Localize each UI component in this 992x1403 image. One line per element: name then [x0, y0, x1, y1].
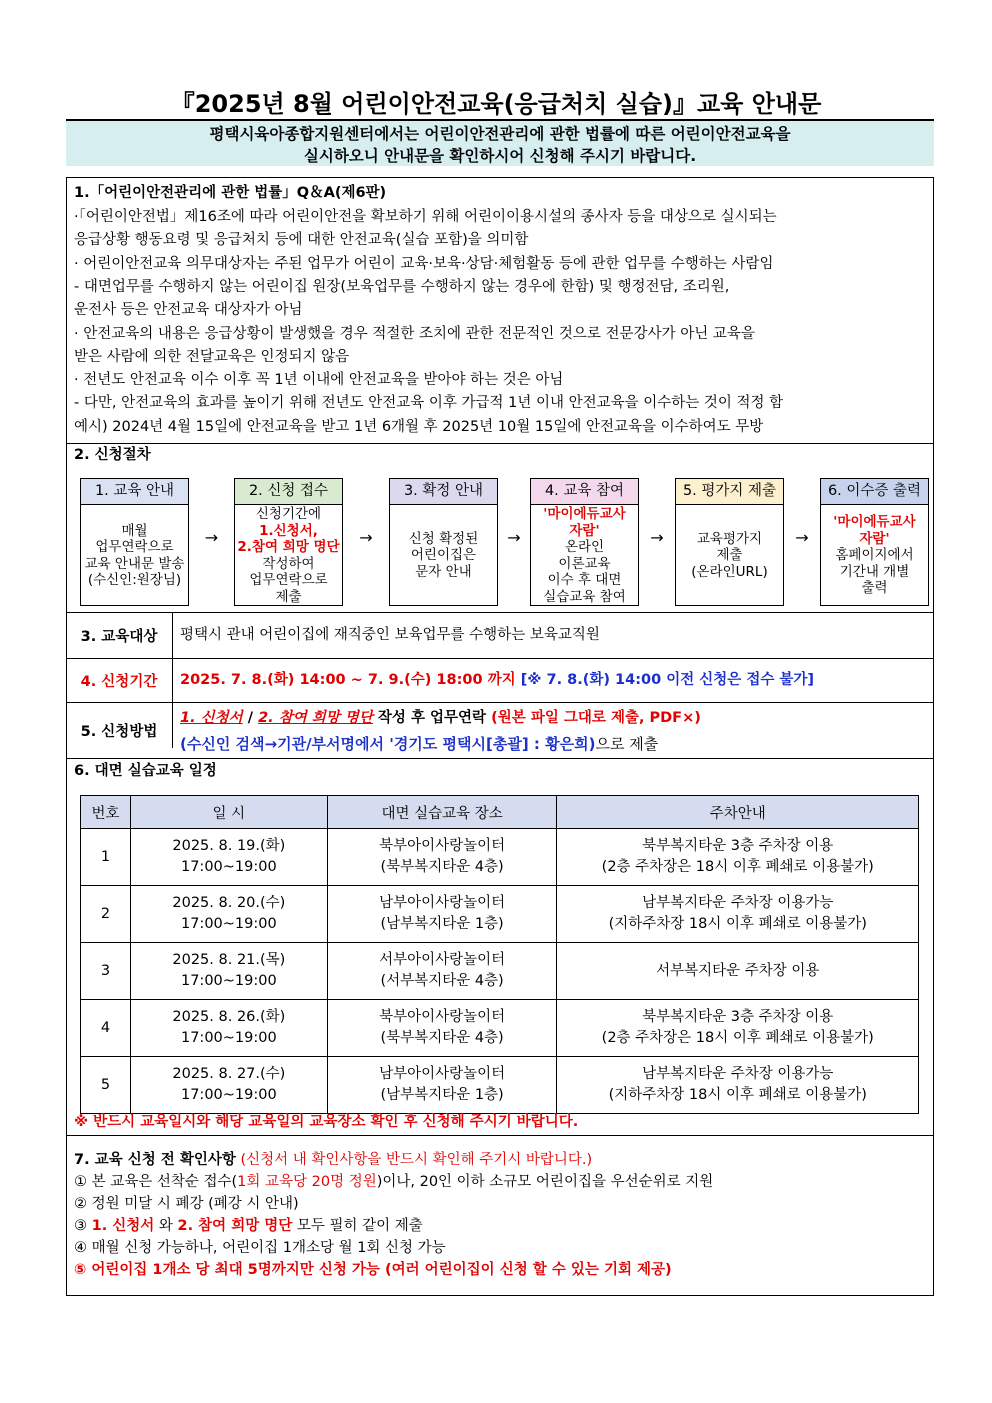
- procedure-step-line: 온라인: [564, 539, 605, 555]
- target-value: 평택시 관내 어린이집에 재직중인 보육업무를 수행하는 보육교직원: [180, 627, 600, 643]
- table-cell: [557, 1000, 919, 1057]
- table-cell: [81, 943, 131, 1000]
- checks-heading: 7. 교육 신청 전 확인사항: [74, 1152, 236, 1168]
- procedure-step: [675, 478, 784, 606]
- cell-text-no: 3: [100, 962, 111, 979]
- cell-text-date: 2025. 8. 27.(수): [172, 1066, 286, 1082]
- header-date: 일 시: [130, 796, 327, 829]
- check-item-3: [74, 1215, 423, 1238]
- qa-line: 응급상황 행동요령 및 응급처치 등에 대한 안전교육(실습 포함)을 의미함: [74, 232, 529, 249]
- cell-text-place2: (서부복지타운 4층): [380, 973, 504, 989]
- procedure-heading: 2. 신청절차: [74, 447, 151, 463]
- cell-text-park2: (2층 주차장은 18시 이후 폐쇄로 이용불가): [601, 859, 874, 875]
- procedure-step: [80, 478, 189, 606]
- schedule-heading: 6. 대면 실습교육 일정: [74, 763, 217, 779]
- schedule-note: ※ 반드시 교육일시와 해당 교육일의 교육장소 확인 후 신청해 주시기 바랍니다.: [74, 1114, 579, 1130]
- method-tail: 으로 제출: [595, 735, 659, 753]
- divider: [66, 702, 934, 703]
- method-label: 5. 신청방법: [80, 724, 158, 740]
- divider: [66, 443, 934, 444]
- procedure-step-body: [81, 505, 188, 606]
- check-item-3-e: 모두 필히 같이 제출: [292, 1218, 423, 1234]
- procedure-step-body: [390, 505, 497, 606]
- procedure-step-body: [676, 505, 783, 606]
- divider: [66, 1135, 934, 1136]
- arrow-right-icon: →: [204, 528, 219, 547]
- cell-text-place: 서부아이사랑놀이터: [379, 952, 506, 968]
- table-cell: [327, 886, 557, 943]
- table-cell: [81, 886, 131, 943]
- cell-text-date: 2025. 8. 20.(수): [172, 895, 286, 911]
- qa-line: · 안전교육의 내용은 응급상황이 발생했을 경우 적절한 조치에 관한 전문적인 것으로 전문강사가 아닌 교육을: [74, 325, 755, 342]
- procedure-step-line: 1.신청서,: [259, 522, 318, 539]
- table-cell: [557, 829, 919, 886]
- check-item-3-d: 2. 참여 희망 명단: [177, 1218, 293, 1234]
- table-cell: [130, 886, 327, 943]
- qa-line: ·「어린이안전법」제16조에 따라 어린이안전을 확보하기 위해 어린이이용시설의 종사자 등을 대상으로 실시되는: [74, 209, 777, 225]
- qa-line: · 전년도 안전교육 이수 이후 꼭 1년 이내에 안전교육을 받아야 하는 것은 아님: [74, 372, 564, 389]
- procedure-step-line: 교육 안내문 발송: [84, 555, 185, 572]
- method-doc1: 1. 신청서: [180, 710, 243, 726]
- table-cell: [327, 829, 557, 886]
- period-value: 2025. 7. 8.(화) 14:00 ~ 7. 9.(수) 18:00 까지: [180, 672, 516, 688]
- procedure-step-line: 자람': [859, 530, 890, 547]
- cell-text-no: 1: [100, 848, 111, 865]
- procedure-step-line: 실습교육 참여: [543, 588, 626, 605]
- table-cell: [130, 1057, 327, 1114]
- label-divider: [172, 613, 173, 748]
- header-parking: 주차안내: [557, 796, 919, 829]
- cell-text-park2: (2층 주차장은 18시 이후 폐쇄로 이용불가): [601, 1030, 874, 1046]
- procedure-step-body: [821, 505, 928, 606]
- cell-text-park: 남부복지타운 주차장 이용가능: [642, 1066, 834, 1082]
- intro-line-1: 평택시육아종합지원센터에서는 어린이안전관리에 관한 법률에 따른 어린이안전교육을: [209, 125, 791, 143]
- intro-line-2: 실시하오니 안내문을 확인하시어 신청해 주시기 바랍니다.: [303, 147, 697, 165]
- cell-text-time: 17:00~19:00: [180, 973, 277, 989]
- procedure-step-line: '마이에듀교사: [833, 514, 916, 531]
- table-row: [81, 829, 919, 886]
- qa-line: - 다만, 안전교육의 효과를 높이기 위해 전년도 안전교육 이후 가급적 1년 이내 안전교육을 이수하는 것이 적정 함: [74, 395, 784, 412]
- procedure-step-line: 문자 안내: [415, 563, 472, 580]
- cell-text-no: 2: [100, 905, 111, 922]
- method-line-1: [180, 707, 701, 730]
- cell-text-place: 남부아이사랑놀이터: [379, 895, 506, 911]
- procedure-step-title: 1. 교육 안내: [81, 479, 188, 505]
- cell-text-place: 북부아이사랑놀이터: [379, 1009, 506, 1025]
- procedure-step-line: 2.참여 희망 명단: [237, 539, 340, 555]
- procedure-step-line: 출력: [861, 580, 888, 597]
- cell-text-no: 4: [100, 1019, 111, 1036]
- qa-heading: 1.「어린이안전관리에 관한 법률」Q＆A(제6판): [74, 185, 387, 201]
- cell-text-time: 17:00~19:00: [180, 1030, 277, 1046]
- check-item-1-b: 1회 교육당 20명 정원: [237, 1174, 377, 1190]
- procedure-step: [530, 478, 639, 606]
- header-place: 대면 실습교육 장소: [327, 796, 557, 829]
- table-cell: [130, 1000, 327, 1057]
- procedure-step-line: 기간내 개별: [839, 563, 910, 580]
- table-row: [81, 1057, 919, 1114]
- qa-line: 예시) 2024년 4월 15일에 안전교육을 받고 1년 6개월 후 2025년 10월 15일에 안전교육을 이수하여도 무방: [74, 418, 764, 435]
- check-item-4: ④ 매월 신청 가능하나, 어린이집 1개소당 월 1회 신청 가능: [74, 1240, 446, 1256]
- procedure-step-line: 제출: [716, 547, 743, 564]
- procedure-step-line: 업무연락으로: [95, 539, 174, 555]
- cell-text-park: 서부복지타운 주차장 이용: [656, 962, 820, 979]
- cell-text-date: 2025. 8. 19.(화): [172, 838, 286, 854]
- cell-text-no: 5: [100, 1076, 111, 1093]
- table-row: [81, 1000, 919, 1057]
- table-cell: [130, 829, 327, 886]
- procedure-step-title: 2. 신청 접수: [235, 479, 342, 505]
- cell-text-place2: (남부복지타운 1층): [380, 916, 504, 932]
- cell-text-date: 2025. 8. 26.(화): [172, 1009, 286, 1025]
- schedule-header-row: [81, 796, 919, 829]
- procedure-step-line: 매월: [121, 522, 148, 539]
- header-no: 번호: [81, 796, 131, 829]
- check-item-2: ② 정원 미달 시 폐강 (폐강 시 안내): [74, 1196, 299, 1212]
- procedure-step-body: [235, 505, 342, 606]
- table-cell: [327, 943, 557, 1000]
- method-receiver: (수신인 검색→기관/부서명에서 '경기도 평택시[총괄] : 황은희): [180, 735, 596, 753]
- divider: [66, 758, 934, 759]
- method-doc2: 2. 참여 희망 명단: [258, 710, 373, 726]
- method-slash: /: [242, 710, 259, 726]
- check-item-1-c: )이나, 20인 이하 소규모 어린이집을 우선순위로 지원: [376, 1174, 714, 1190]
- qa-line: 운전사 등은 안전교육 대상자가 아님: [74, 302, 303, 319]
- table-cell: [81, 1000, 131, 1057]
- cell-text-park: 남부복지타운 주차장 이용가능: [642, 895, 834, 911]
- cell-text-place: 북부아이사랑놀이터: [379, 838, 506, 854]
- procedure-step-line: '마이에듀교사: [543, 506, 626, 522]
- procedure-step-line: 신청기간에: [255, 506, 322, 522]
- period-note: [※ 7. 8.(화) 14:00 이전 신청은 접수 불가]: [520, 672, 815, 688]
- table-cell: [557, 943, 919, 1000]
- cell-text-place2: (남부복지타운 1층): [380, 1087, 504, 1103]
- qa-line: 받은 사람에 의한 전달교육은 인정되지 않음: [74, 348, 350, 365]
- divider: [66, 612, 934, 613]
- procedure-step-line: 홈페이지에서: [835, 547, 914, 564]
- qa-line: · 어린이안전교육 의무대상자는 주된 업무가 어린이 교육·보육·상담·체험활동 등에 관한 업무를 수행하는 사람임: [74, 255, 774, 272]
- method-line-2: [180, 733, 658, 756]
- check-item-1: [74, 1171, 713, 1194]
- table-cell: [81, 1057, 131, 1114]
- table-cell: [130, 943, 327, 1000]
- arrow-right-icon: →: [507, 528, 521, 547]
- procedure-step-line: (온라인URL): [691, 563, 768, 580]
- check-item-1-a: ① 본 교육은 선착순 접수(: [74, 1174, 238, 1190]
- procedure-step-line: 작성하여: [262, 555, 315, 572]
- cell-text-date: 2025. 8. 21.(목): [172, 952, 286, 968]
- cell-text-time: 17:00~19:00: [180, 1087, 277, 1103]
- procedure-step: [389, 478, 498, 606]
- cell-text-park: 북부복지타운 3층 주차장 이용: [642, 1009, 834, 1025]
- procedure-step-title: 5. 평가지 제출: [676, 479, 783, 505]
- table-cell: [557, 886, 919, 943]
- cell-text-time: 17:00~19:00: [180, 859, 277, 875]
- procedure-step-line: (수신인:원장님): [87, 572, 182, 588]
- check-item-3-a: ③: [74, 1218, 92, 1234]
- checks-heading-note: (신청서 내 확인사항을 반드시 확인해 주기시 바랍니다.): [240, 1152, 593, 1168]
- procedure-step-title: 3. 확정 안내: [390, 479, 497, 505]
- qa-line: - 대면업무를 수행하지 않는 어린이집 원장(보육업무를 수행하지 않는 경우에 한함) 및 행정전담, 조리원,: [74, 278, 730, 295]
- arrow-right-icon: →: [650, 528, 664, 547]
- cell-text-time: 17:00~19:00: [180, 916, 277, 932]
- procedure-step: [234, 478, 343, 606]
- table-row: [81, 943, 919, 1000]
- table-cell: [327, 1000, 557, 1057]
- method-orig: (원본 파일 그대로 제출, PDF×): [491, 710, 701, 726]
- arrow-right-icon: →: [795, 528, 809, 547]
- procedure-step-line: 제출: [275, 588, 302, 605]
- divider: [66, 658, 934, 659]
- procedure-step-line: 자람': [569, 522, 600, 539]
- procedure-step-line: 업무연락으로: [249, 572, 328, 588]
- procedure-step-body: [531, 505, 638, 606]
- period-label: 4. 신청기간: [80, 674, 158, 690]
- cell-text-place: 남부아이사랑놀이터: [379, 1066, 506, 1082]
- check-item-5: ⑤ 어린이집 1개소 당 최대 5명까지만 신청 가능 (여러 어린이집이 신청 할 수 있는 기회 제공): [74, 1262, 672, 1278]
- intro-banner: [66, 119, 934, 166]
- check-item-3-b: 1. 신청서: [91, 1218, 155, 1234]
- schedule-table: [80, 795, 919, 1114]
- procedure-step-title: 6. 이수증 출력: [821, 479, 928, 505]
- procedure-step-title: 4. 교육 참여: [531, 479, 638, 505]
- procedure-step-line: 이수 후 대면: [547, 572, 622, 588]
- cell-text-place2: (북부복지타운 4층): [380, 859, 504, 875]
- procedure-step: [820, 478, 929, 606]
- procedure-step-line: 교육평가지: [696, 530, 763, 547]
- cell-text-park2: (지하주차장 18시 이후 폐쇄로 이용불가): [608, 916, 867, 932]
- page-title: 『2025년 8월 어린이안전교육(응급처치 실습)』교육 안내문: [170, 90, 822, 118]
- procedure-step-line: 어린이집은: [410, 547, 477, 564]
- target-label: 3. 교육대상: [80, 629, 158, 645]
- period-row: [180, 669, 814, 692]
- table-cell: [327, 1057, 557, 1114]
- cell-text-park2: (지하주차장 18시 이후 폐쇄로 이용불가): [608, 1087, 867, 1103]
- check-item-3-c: 와: [154, 1218, 178, 1234]
- table-cell: [557, 1057, 919, 1114]
- procedure-step-line: 이론교육: [558, 555, 611, 572]
- method-after: 작성 후 업무연락: [372, 710, 492, 726]
- cell-text-place2: (북부복지타운 4층): [380, 1030, 504, 1046]
- table-cell: [81, 829, 131, 886]
- checks-heading-row: [74, 1149, 592, 1172]
- table-row: [81, 886, 919, 943]
- procedure-step-line: 신청 확정된: [408, 530, 479, 547]
- arrow-right-icon: →: [359, 528, 373, 547]
- cell-text-park: 북부복지타운 3층 주차장 이용: [642, 838, 834, 854]
